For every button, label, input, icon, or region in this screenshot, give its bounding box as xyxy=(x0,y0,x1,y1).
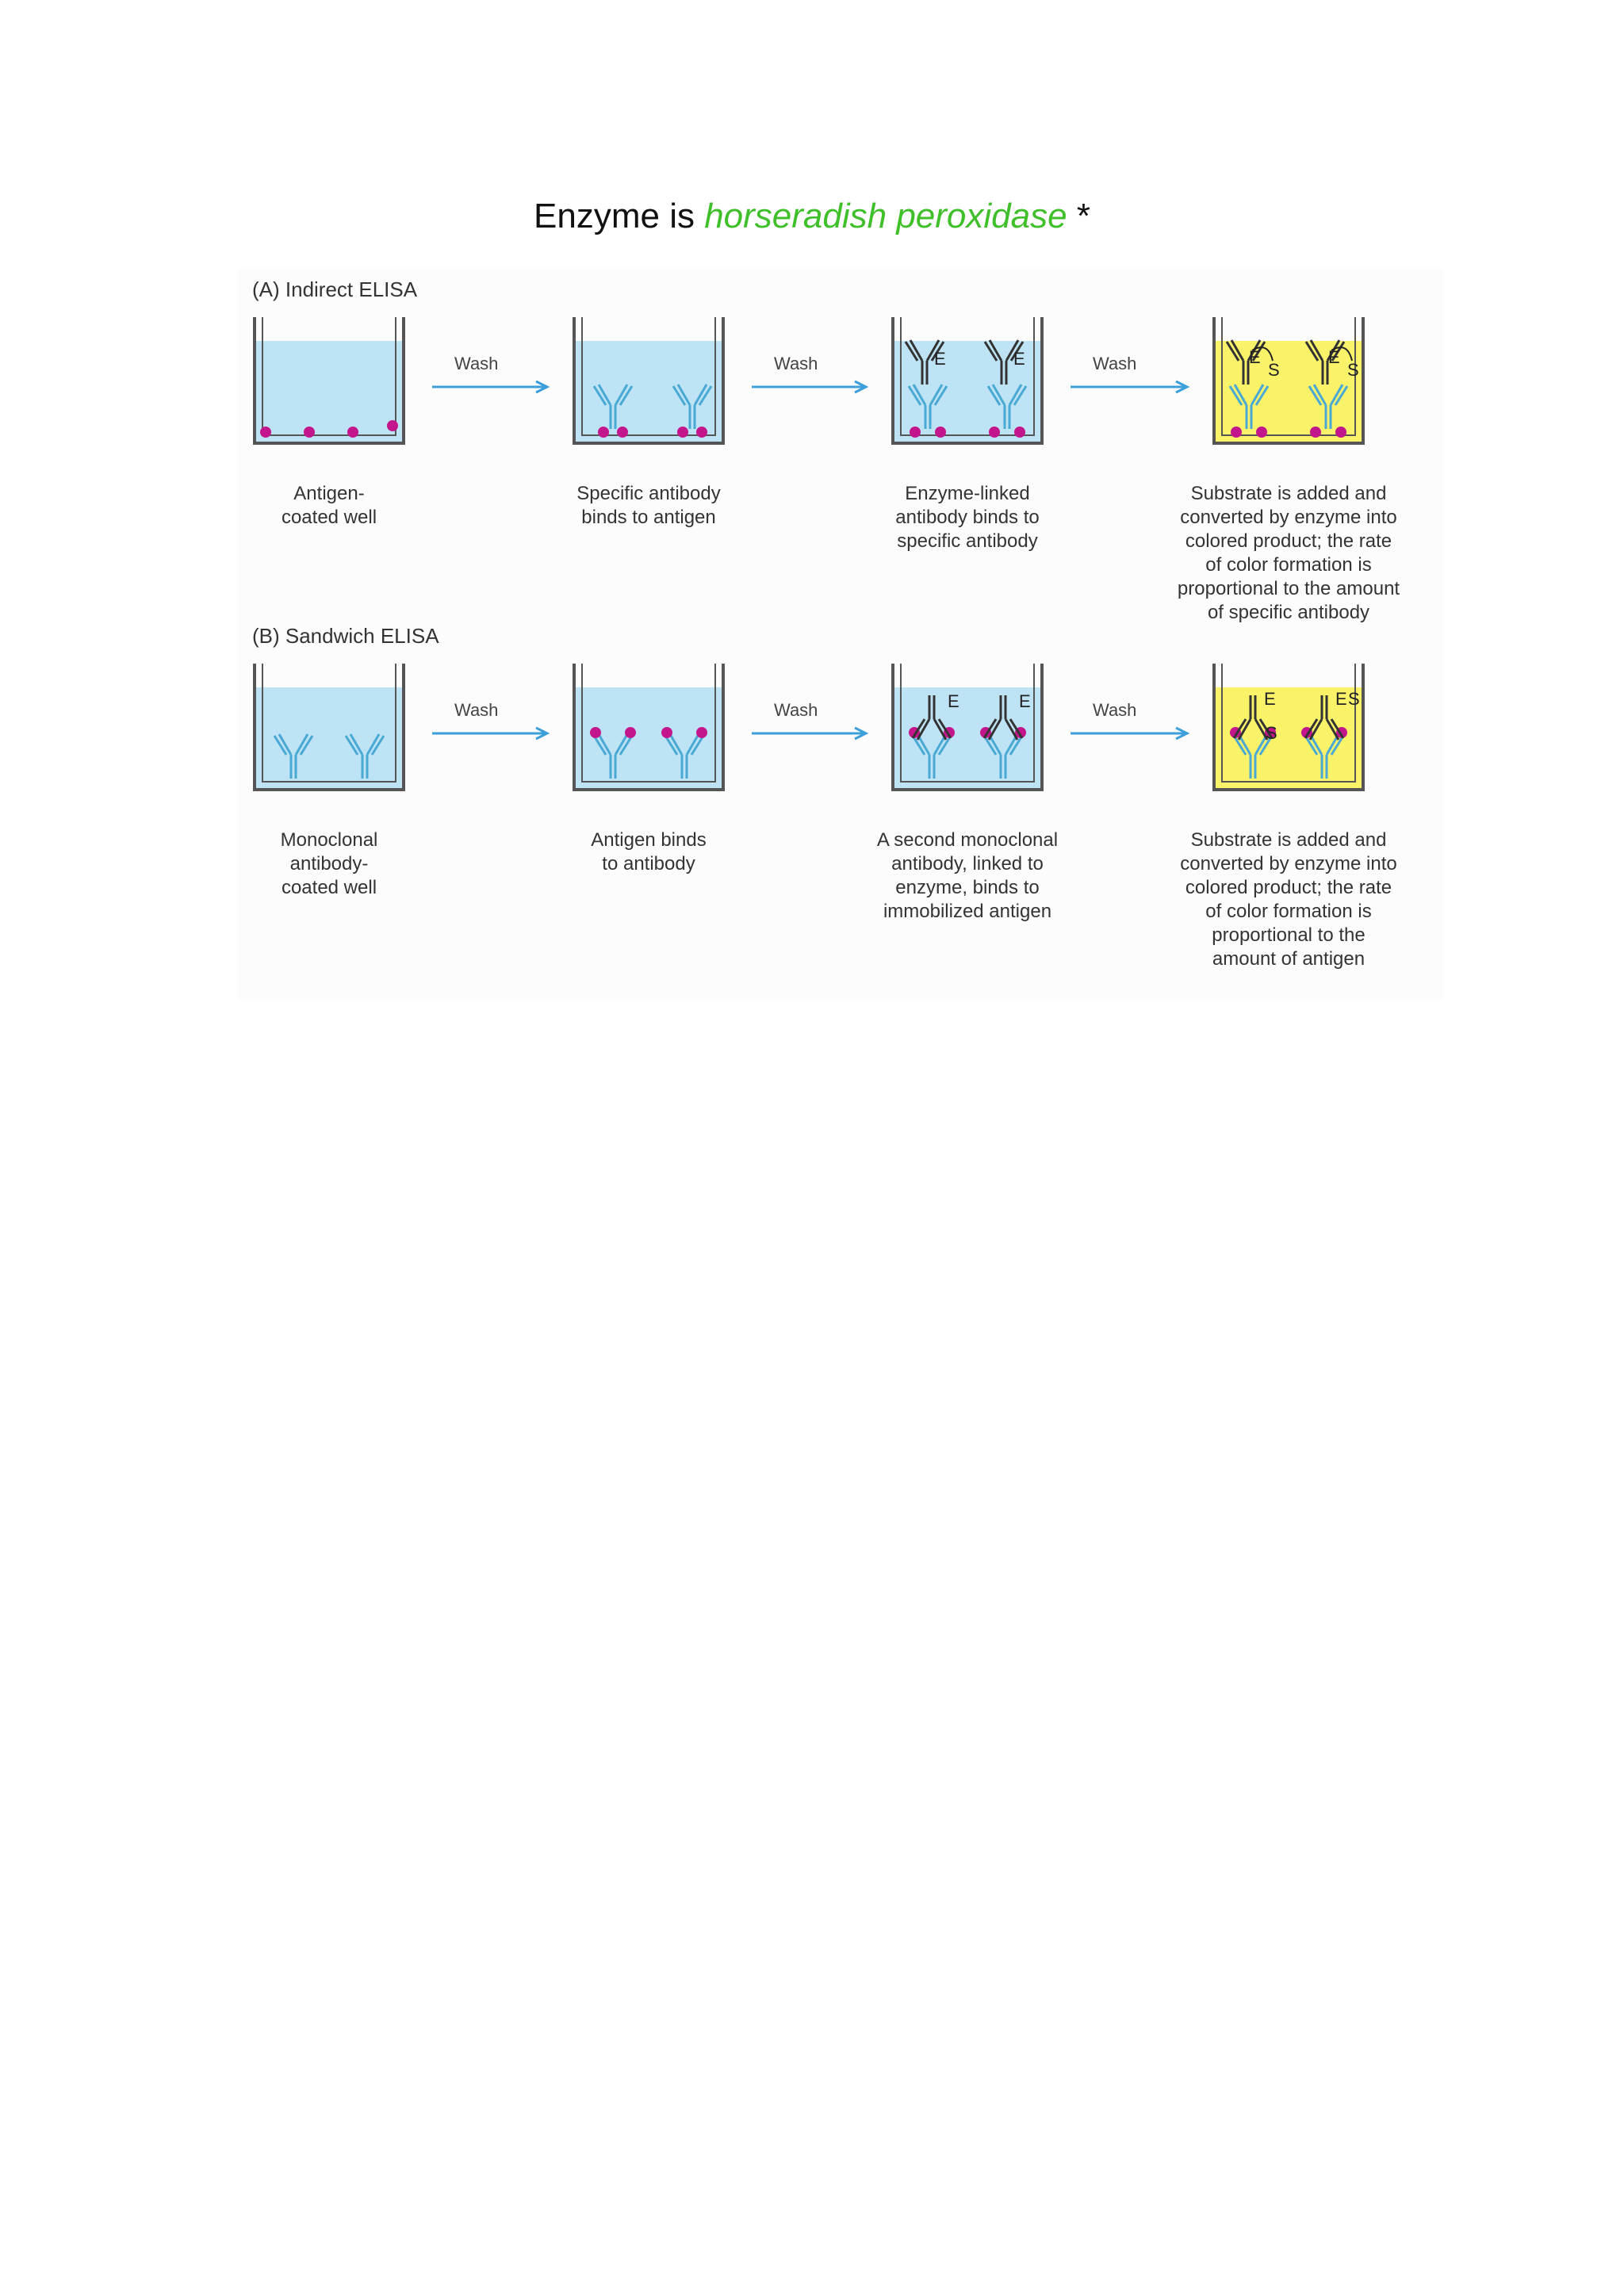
well-sandwich-4 xyxy=(1201,656,1376,802)
antigen-dot xyxy=(661,727,672,738)
antigen-dot xyxy=(910,427,921,438)
elisa-figure xyxy=(238,270,1443,999)
wash-arrow xyxy=(752,725,872,741)
wash-label: Wash xyxy=(454,354,499,373)
antigen-dot xyxy=(1231,427,1242,438)
well-liquid xyxy=(255,341,404,443)
wash-label: Wash xyxy=(774,354,818,373)
well-indirect-1 xyxy=(242,309,416,456)
page-heading xyxy=(0,197,1624,236)
enzyme-label: E xyxy=(1335,689,1347,709)
wash-arrow xyxy=(752,379,872,395)
enzyme-label: E xyxy=(948,691,959,711)
section-title-indirect-elisa: (A) Indirect ELISA xyxy=(252,277,418,301)
well-indirect-2 xyxy=(561,309,736,456)
substrate-label: S xyxy=(1266,723,1277,743)
caption-sandwich-step-3: A second monoclonal antibody, linked to enzyme, binds to immobilized antigen xyxy=(876,829,1059,922)
antigen-dot xyxy=(260,427,271,438)
antigen-dot xyxy=(590,727,601,738)
antigen-dot xyxy=(1310,427,1321,438)
enzyme-label: E xyxy=(1328,347,1340,367)
well-sandwich-2 xyxy=(561,656,736,802)
wash-arrow xyxy=(432,725,553,741)
section-title-sandwich-elisa: (B) Sandwich ELISA xyxy=(252,624,439,648)
antigen-dot xyxy=(677,427,688,438)
wash-label: Wash xyxy=(1093,700,1137,720)
well-indirect-3 xyxy=(880,309,1055,456)
wash-label: Wash xyxy=(1093,354,1137,373)
enzyme-label: E xyxy=(1019,691,1031,711)
antigen-dot xyxy=(696,427,707,438)
antigen-dot xyxy=(387,420,398,431)
caption-sandwich-step-2: Antigen binds to antibody xyxy=(591,829,707,874)
heading-enzyme-name: horseradish peroxidase xyxy=(704,197,1067,235)
enzyme-label: E xyxy=(1249,347,1261,367)
wash-arrow xyxy=(1071,725,1193,741)
caption-sandwich-step-1: Monoclonal antibody- coated well xyxy=(280,829,378,898)
enzyme-label: E xyxy=(934,349,946,369)
caption-indirect-step-4: Substrate is added and converted by enzyme into colored product; the rate of color formation is proportional to the amount of specific antibody xyxy=(1177,483,1400,623)
wash-label: Wash xyxy=(774,700,818,720)
antigen-dot xyxy=(625,727,636,738)
caption-indirect-step-2: Specific antibody binds to antigen xyxy=(576,483,721,528)
antigen-dot xyxy=(347,427,358,438)
wash-arrow xyxy=(432,379,553,395)
substrate-label: S xyxy=(1347,360,1359,380)
antigen-dot xyxy=(1014,427,1025,438)
antigen-dot xyxy=(696,727,707,738)
enzyme-label: E xyxy=(1013,349,1025,369)
substrate-label: S xyxy=(1268,360,1280,380)
antigen-dot xyxy=(1256,427,1267,438)
wash-label: Wash xyxy=(454,700,499,720)
antigen-dot xyxy=(989,427,1000,438)
well-sandwich-3 xyxy=(880,656,1055,802)
heading-prefix: Enzyme is xyxy=(534,197,705,235)
antigen-dot xyxy=(935,427,946,438)
well-indirect-4 xyxy=(1201,309,1376,456)
substrate-label: S xyxy=(1348,689,1360,709)
antigen-dot xyxy=(1335,427,1346,438)
caption-indirect-step-3: Enzyme-linked antibody binds to specific antibody xyxy=(895,483,1040,552)
caption-indirect-step-1: Antigen- coated well xyxy=(281,483,377,528)
wash-arrow xyxy=(1071,379,1193,395)
antigen-dot xyxy=(617,427,628,438)
well-sandwich-1 xyxy=(242,656,416,802)
caption-sandwich-step-4: Substrate is added and converted by enzyme into colored product; the rate of color formation is proportional to the amount of antigen xyxy=(1180,829,1397,970)
antigen-dot xyxy=(598,427,609,438)
heading-suffix: * xyxy=(1067,197,1090,235)
enzyme-label: E xyxy=(1264,689,1276,709)
antigen-dot xyxy=(304,427,315,438)
